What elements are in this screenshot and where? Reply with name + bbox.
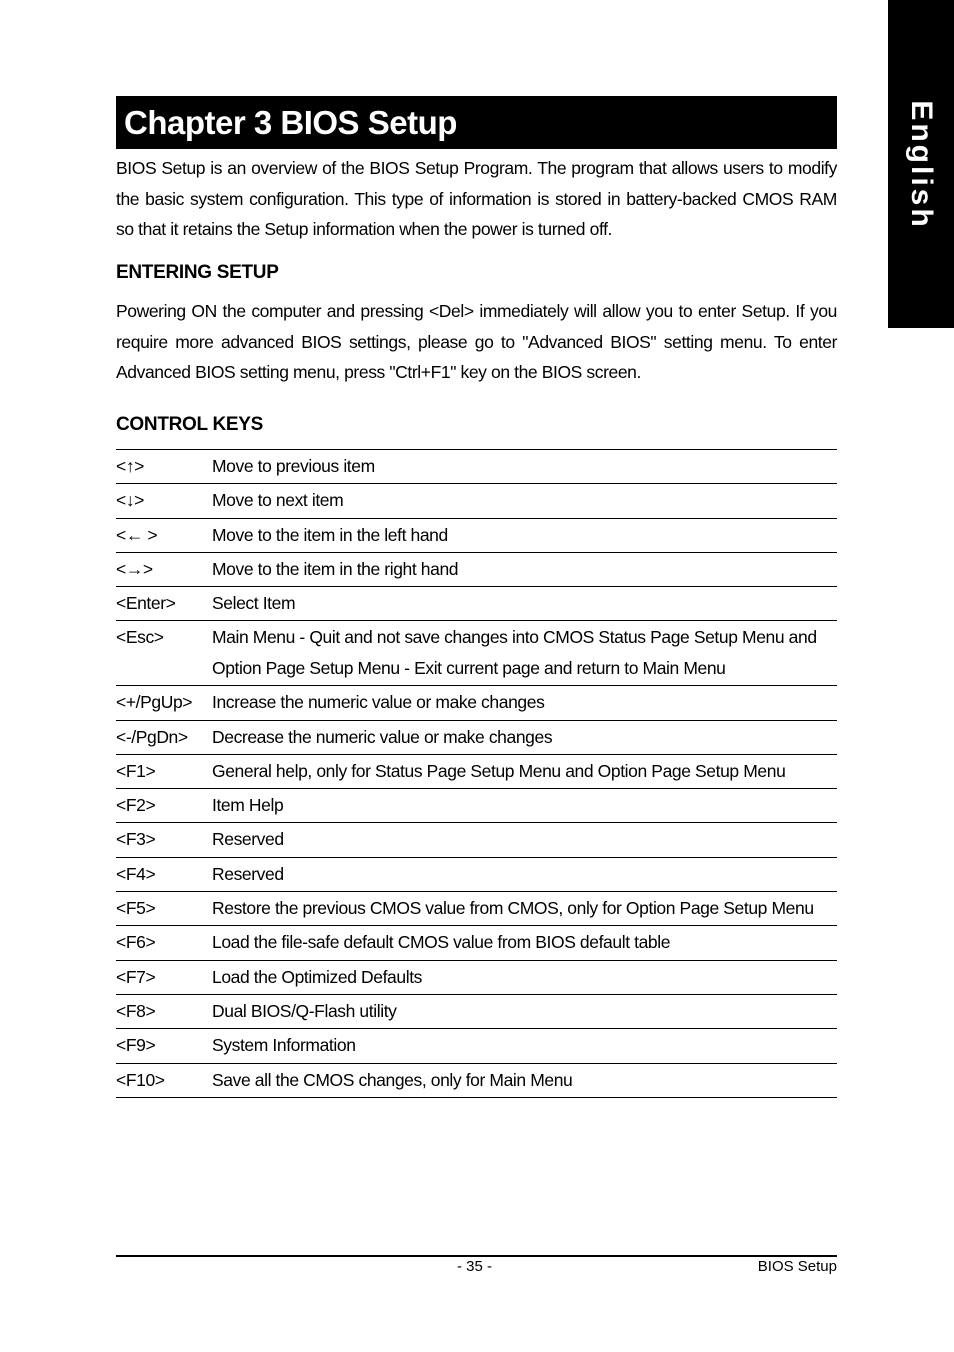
control-key-description: Reserved xyxy=(212,857,837,891)
control-key-row xyxy=(116,587,837,621)
control-key: <F9> xyxy=(116,1029,212,1063)
control-key-row xyxy=(116,720,837,754)
control-key: <Enter> xyxy=(116,587,212,621)
control-key: <↑> xyxy=(116,450,212,484)
control-key-description: Reserved xyxy=(212,823,837,857)
control-key-description: Save all the CMOS changes, only for Main Menu xyxy=(212,1063,837,1097)
control-key-row xyxy=(116,450,837,484)
control-key-description: Decrease the numeric value or make changes xyxy=(212,720,837,754)
control-key-row xyxy=(116,789,837,823)
page-number: - 35 - xyxy=(457,1258,493,1275)
control-key-description: System Information xyxy=(212,1029,837,1063)
control-keys-table xyxy=(116,449,837,1098)
control-key-row xyxy=(116,926,837,960)
control-key-row xyxy=(116,754,837,788)
chapter-title-bar xyxy=(116,96,837,149)
control-key-row xyxy=(116,960,837,994)
control-key-row xyxy=(116,552,837,586)
control-key: <F3> xyxy=(116,823,212,857)
entering-setup-paragraph: Powering ON the computer and pressing <Del> immediately will allow you to enter Setup. If you require more advanced BIOS settings, please go to "Advanced BIOS" setting menu. To enter Advanced BIOS setting menu, press "Ctrl+F1" key on the BIOS screen. xyxy=(116,301,837,382)
control-key-row xyxy=(116,823,837,857)
control-key: <+/PgUp> xyxy=(116,686,212,720)
control-key-description: Dual BIOS/Q-Flash utility xyxy=(212,994,837,1028)
control-key: <Esc> xyxy=(116,621,212,686)
control-key-description: Select Item xyxy=(212,587,837,621)
control-key-description: Move to previous item xyxy=(212,450,837,484)
control-key-row xyxy=(116,1063,837,1097)
control-key-description: Restore the previous CMOS value from CMOS, only for Option Page Setup Menu xyxy=(212,892,837,926)
entering-setup-heading: ENTERING SETUP xyxy=(116,262,279,283)
intro-paragraph: BIOS Setup is an overview of the BIOS Setup Program. The program that allows users to modify the basic system configuration. This type of information is stored in battery-backed CMOS RAM so that it retains the Setup information when the power is turned off. xyxy=(116,158,837,239)
footer-section-title: BIOS Setup xyxy=(757,1258,837,1275)
control-key-row xyxy=(116,686,837,720)
control-key: <F4> xyxy=(116,857,212,891)
control-key-description: Move to the item in the left hand xyxy=(212,518,837,552)
control-key: <F7> xyxy=(116,960,212,994)
language-tab xyxy=(888,0,954,328)
control-keys-heading: CONTROL KEYS xyxy=(116,414,264,435)
control-key-description: Load the file-safe default CMOS value from BIOS default table xyxy=(212,926,837,960)
control-key: <F10> xyxy=(116,1063,212,1097)
control-key-row xyxy=(116,892,837,926)
language-tab-label: English xyxy=(905,100,938,230)
control-key-description: Increase the numeric value or make changes xyxy=(212,686,837,720)
control-key: <← > xyxy=(116,518,212,552)
control-key: <F5> xyxy=(116,892,212,926)
control-key-description: Main Menu - Quit and not save changes into CMOS Status Page Setup Menu and Option Page Setup Menu - Exit current page and return to Main Menu xyxy=(212,621,837,686)
control-key: <F6> xyxy=(116,926,212,960)
control-key-row xyxy=(116,621,837,686)
control-key: <F1> xyxy=(116,754,212,788)
chapter-title: Chapter 3 BIOS Setup xyxy=(124,103,457,141)
control-key-row xyxy=(116,518,837,552)
footer-divider xyxy=(116,1255,837,1257)
control-key-description: Move to the item in the right hand xyxy=(212,552,837,586)
control-key: <F8> xyxy=(116,994,212,1028)
control-key-row xyxy=(116,994,837,1028)
control-key-description: Item Help xyxy=(212,789,837,823)
control-key-description: Move to next item xyxy=(212,484,837,518)
control-key: <↓> xyxy=(116,484,212,518)
control-key: <F2> xyxy=(116,789,212,823)
control-key-row xyxy=(116,484,837,518)
control-key: <→> xyxy=(116,552,212,586)
control-key-row xyxy=(116,857,837,891)
control-key-row xyxy=(116,1029,837,1063)
control-key-description: Load the Optimized Defaults xyxy=(212,960,837,994)
control-key-description: General help, only for Status Page Setup Menu and Option Page Setup Menu xyxy=(212,754,837,788)
control-key: <-/PgDn> xyxy=(116,720,212,754)
